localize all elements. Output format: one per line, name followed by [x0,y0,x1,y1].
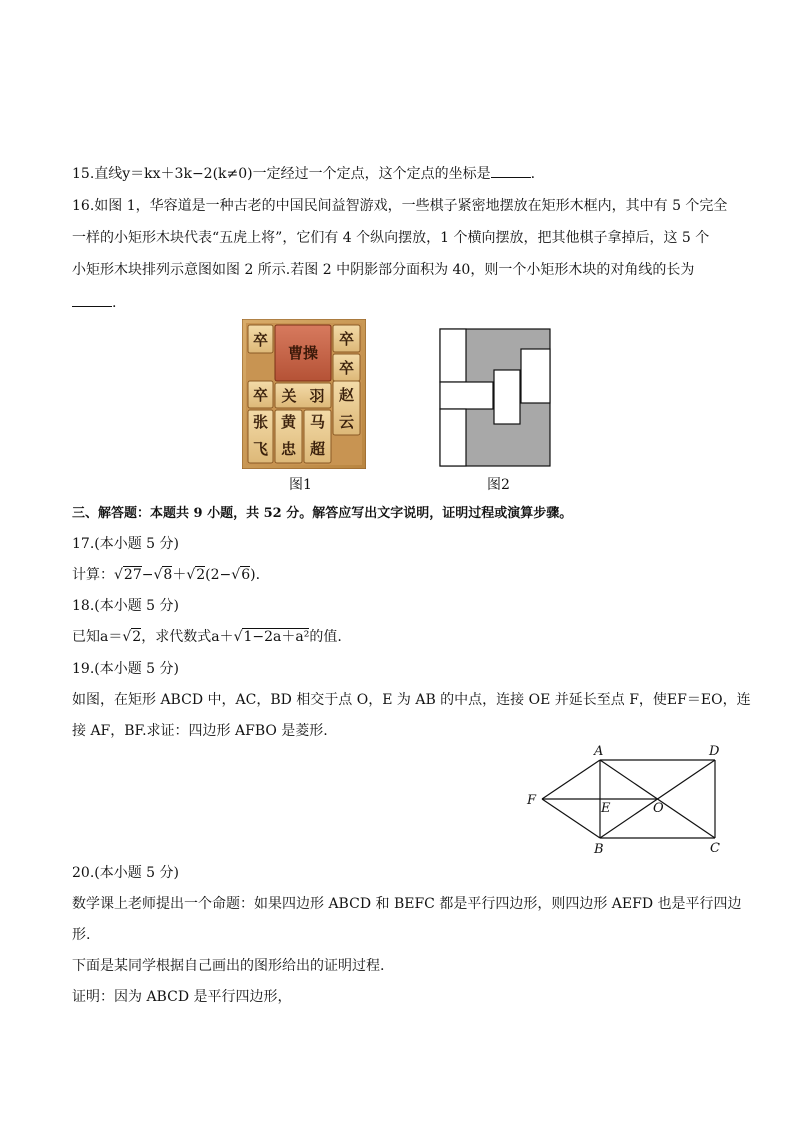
q20-line3: 下面是某同学根据自己画出的图形给出的证明过程. [72,958,385,974]
q16-answer-blank [72,292,112,307]
q16-line1: 16.如图 1，华容道是一种古老的中国民间益智游戏，一些棋子紧密地摆放在矩形木框内，其中有 5 个完全 [72,198,728,214]
q17-head: 17.(本小题 5 分) [72,536,179,552]
seg-FA [542,760,600,799]
point-label-A: A [594,744,604,759]
tile-soldier-4-label: 卒 [252,386,269,404]
q17-radicand-4: 6 [241,567,251,583]
point-label-D: D [709,744,720,759]
figure-2-caption: 图2 [487,477,510,493]
fig2-horizontal-block [440,382,493,409]
tile-caocao-label: 曹操 [287,344,319,362]
tile-guanyu-label-2: 羽 [309,387,325,405]
point-label-C: C [710,841,720,856]
section-3-heading: 三、解答题：本题共 9 小题，共 52 分。解答应写出文字说明，证明过程或演算步骤。 [72,506,573,521]
tile-huangzhong-label-2: 忠 [280,440,297,458]
q18-head: 18.(本小题 5 分) [72,598,179,614]
sqrt-icon: √ [153,567,163,583]
q18-radicand-2: 1−2a＋a² [243,629,310,645]
sqrt-icon: √ [114,567,123,583]
tile-machao-label-2: 超 [309,440,326,458]
q18-radicand-1: 2 [132,629,142,645]
tile-huangzhong-label-1: 黄 [280,413,297,431]
fig2-vertical-middle [494,370,520,424]
q17-radicand-1: 27 [123,567,142,583]
q20-line4: 证明：因为 ABCD 是平行四边形， [72,989,292,1005]
point-label-B: B [594,842,604,857]
q18-pre: 已知a＝ [72,629,123,645]
q18-mid: ，求代数式a＋ [141,629,234,645]
q17-paren-open: (2− [205,567,232,583]
q16-end: . [112,295,117,311]
figure-2-rectangles [439,328,552,468]
tile-zhangfei-label-1: 张 [252,413,269,431]
tile-zhaoyun-label-2: 云 [338,413,355,431]
figure-1-caption: 图1 [289,477,312,493]
sqrt-icon: √ [186,567,196,583]
tile-soldier-2-label: 卒 [338,330,355,348]
fig2-vertical-right [521,349,550,403]
point-label-F: F [527,793,537,808]
point-label-O: O [653,801,664,816]
q20-head: 20.(本小题 5 分) [72,865,179,881]
q15-line [72,163,535,184]
q17-minus: − [141,567,154,583]
tile-soldier-3-label: 卒 [338,359,355,377]
q20-line2: 形. [72,927,91,943]
tile-zhaoyun-label-1: 赵 [338,386,355,404]
q17-label: 计算： [72,567,114,583]
q18-post: 的值. [309,629,342,645]
q15-text-a: 直线y＝kx＋3k−2(k≠0)一定经过一个定点，这个定点的坐标是 [94,166,491,182]
seg-FB [542,799,600,838]
q19-line2: 接 AF，BF.求证：四边形 AFBO 是菱形. [72,723,328,739]
q17-expression [72,565,260,585]
q18-expression [72,627,342,647]
figure-q19-rectangle [522,740,724,858]
q19-line1: 如图，在矩形 ABCD 中，AC，BD 相交于点 O，E 为 AB 的中点，连接 OE 并延长至点 F，使EF＝EO，连 [72,692,751,708]
q15-prefix: 15. [72,166,95,182]
q17-radicand-3: 2 [196,567,206,583]
q16-line2: 一样的小矩形木块代表“五虎上将”，它们有 4 个纵向摆放，1 个横向摆放，把其他棋子拿掉后，这 5 个 [72,230,710,246]
q16-line4 [72,292,116,313]
sqrt-icon: √ [231,567,241,583]
tile-machao-label-1: 马 [309,413,326,431]
q17-plus: ＋ [172,567,187,583]
tile-zhangfei-label-2: 飞 [252,440,269,458]
point-label-E: E [601,801,611,816]
q17-paren-close: ). [250,567,261,583]
fig2-vertical-left-bottom [440,409,466,466]
q16-line3: 小矩形木块排列示意图如图 2 所示.若图 2 中阴影部分面积为 40，则一个小矩形木块的对角线的长为 [72,262,695,278]
figure-1-huarongdao [242,319,366,469]
q17-radicand-2: 8 [163,567,173,583]
fig2-vertical-left-top [440,329,466,382]
sqrt-icon: √ [233,629,243,645]
tile-guanyu-label-1: 关 [281,387,297,405]
q19-head: 19.(本小题 5 分) [72,661,179,677]
sqrt-icon: √ [122,629,132,645]
q15-answer-blank [491,163,531,178]
tile-soldier-1-label: 卒 [252,331,269,349]
q15-text-b: . [530,166,536,182]
q20-line1: 数学课上老师提出一个命题：如果四边形 ABCD 和 BEFC 都是平行四边形，则四边形 AEFD 也是平行四边 [72,896,742,912]
